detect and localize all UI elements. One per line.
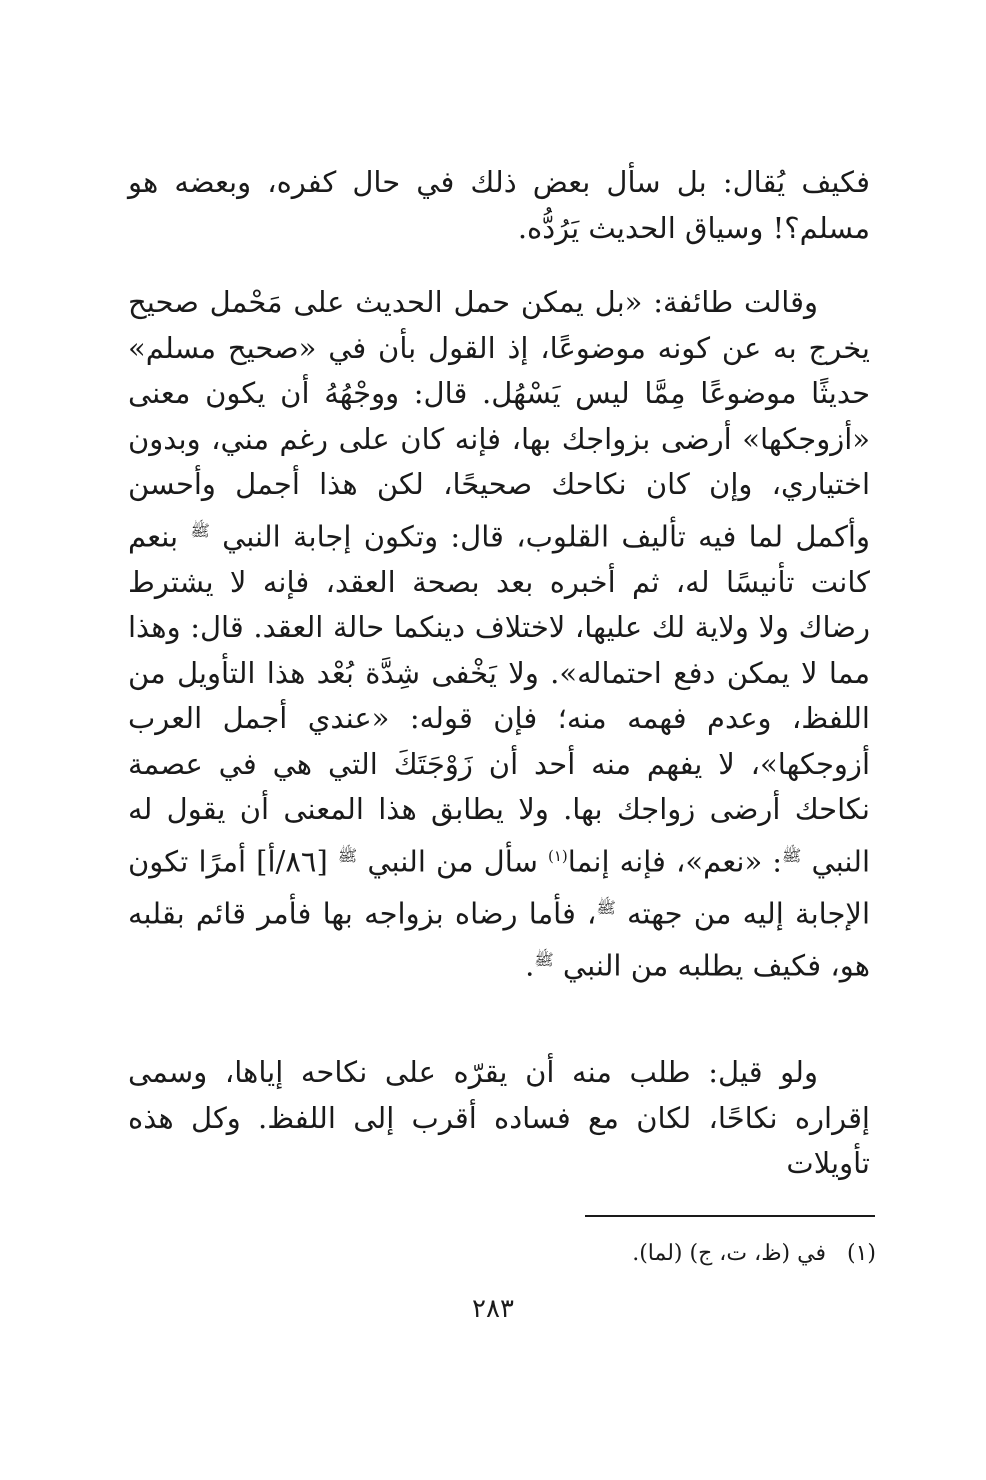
paragraph-2-text-b: بنعم كانت تأنيسًا له، ثم أخبره بعد بصحة العقد، فإنه لا يشترط رضاك ولا ولاية لك عليها، لاختلاف دينكما حالة العقد. قال: وهذا مما لا يمكن دفع احتماله». ولا يَخْفى شِدَّة بُعْد هذا التأويل من اللفظ، وعدم فهمه منه؛ فإن قوله: «عندي أجمل العرب أزوجكها»، لا يفهم منه أحد أن زَوْجَتَكَ التي هي في عصمة نكاحك أرضى زواجك بها. ولا يطابق هذا المعنى أن يقول له النبي [128,519,871,879]
honorific-symbol: ﷺ [782,845,802,865]
paragraph-2-text-g: . [525,948,535,983]
honorific-symbol: ﷺ [337,845,358,865]
footnote-text: في (ظ، ت، ج) (لما). [632,1241,826,1266]
paragraph-2-text-d: سأل من النبي [367,844,538,879]
honorific-symbol: ﷺ [596,897,616,917]
footnote-reference[interactable]: (١) [547,846,568,865]
honorific-symbol: ﷺ [534,949,554,969]
paragraph-2-text-c: : «نعم»، فإنه إنما [567,844,783,879]
paragraph-1 [128,160,870,251]
footnote-number: (١) [846,1241,876,1266]
paragraph-2 [128,280,870,989]
honorific-symbol: ﷺ [190,520,210,540]
paragraph-2-text-a: وقالت طائفة: «بل يمكن حمل الحديث على مَحْمل صحيح يخرج به عن كونه موضوعًا، إذ القول بأن في «صحيح مسلم» حديثًا موضوعًا مِمَّا ليس يَسْهُل. قال: ووجْهُهُ أن يكون معنى «أزوجكها» أرضى بزواجك بها، فإنه كان على رغم مني، وبدون اختياري، وإن كان نكاحك صحيحًا، لكن هذا أجمل وأحسن وأكمل لما فيه تأليف القلوب، قال: وتكون إجابة النبي [128,285,870,554]
paragraph-2-text-e: [٨٦/أ] أمرًا تكون الإجابة إليه من جهته [128,844,871,931]
page-number: ٢٨٣ [472,1294,514,1324]
footnote [632,1238,876,1270]
footnote-separator [585,1215,875,1217]
paragraph-3-text: ولو قيل: طلب منه أن يقرّه على نكاحه إياها، وسمى إقراره نكاحًا، لكان مع فساده أقرب إلى اللفظ. وكل هذه تأويلات [128,1055,870,1180]
paragraph-3 [128,1050,870,1187]
paragraph-1-text: فكيف يُقال: بل سأل بعض ذلك في حال كفره، وبعضه هو مسلم؟! وسياق الحديث يَرُدُّه. [128,165,870,245]
paragraph-2-text-f: ، فأما رضاه بزواجه بها فأمر قائم بقلبه هو، فكيف يطلبه من النبي [128,896,870,983]
